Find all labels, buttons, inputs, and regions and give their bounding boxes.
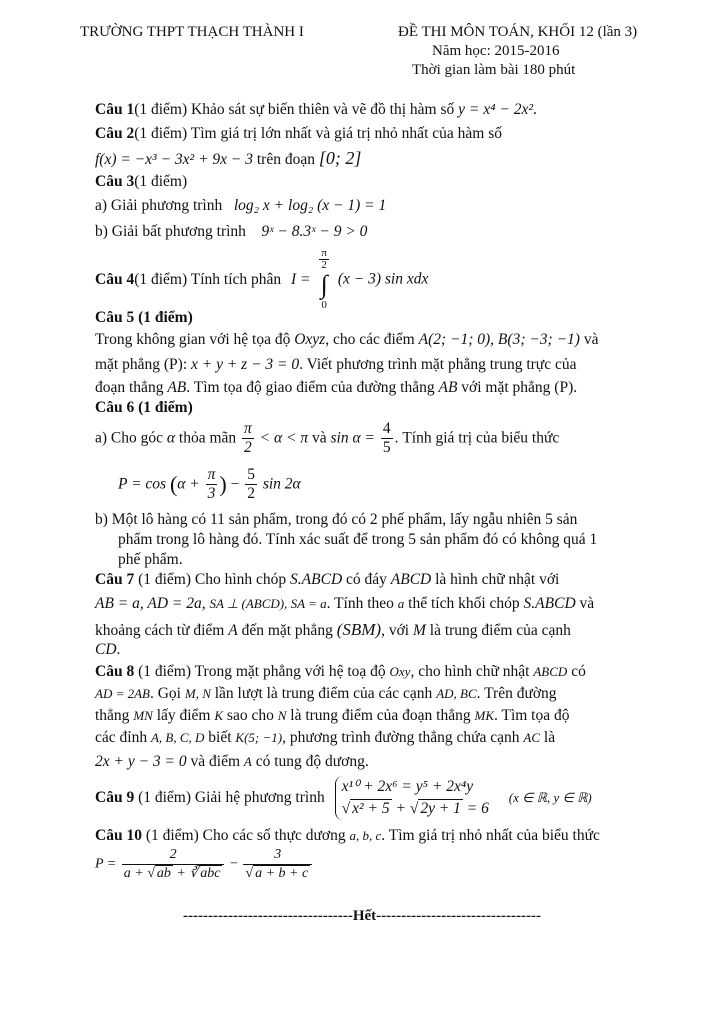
q4-upper-limit xyxy=(317,247,331,271)
q10-fraction-2: $\frac{3}{√ a + b + c}$ xyxy=(243,846,312,883)
q7-l2t: . Tính theo xyxy=(326,595,394,612)
q6-label: Câu 6 xyxy=(95,399,135,416)
q2-text: (1 điểm) Tìm giá trị lớn nhất và giá trị nhỏ nhất của hàm số xyxy=(134,125,502,142)
q7-pyramid-2: S.ABCD xyxy=(523,595,576,612)
q7-t3: là hình chữ nhật với xyxy=(435,571,560,588)
q4-label: Câu 4 xyxy=(95,270,135,288)
exam-duration: Thời gian làm bài 180 phút xyxy=(412,62,576,78)
question-4 xyxy=(95,248,428,311)
q9-eq2-b: 2y + 1 xyxy=(420,800,461,817)
q8-line-4 xyxy=(95,728,555,748)
q5-ab-1: AB xyxy=(167,379,187,396)
q6-part-a xyxy=(95,420,559,457)
question-6 xyxy=(95,398,193,418)
q10-t2: . Tìm giá trị nhỏ nhất của biểu thức xyxy=(381,827,600,844)
q10-d1b: ab xyxy=(156,866,171,881)
q6-p2: − xyxy=(230,475,240,493)
q10-p-lhs: P = xyxy=(95,856,117,872)
q4-lhs: I = xyxy=(291,270,311,288)
q8-l5t2: có tung độ dương. xyxy=(255,753,369,770)
q8-point-a: A xyxy=(243,754,252,769)
q7-l2t3: và xyxy=(579,595,595,612)
q6-a1: a) Cho góc xyxy=(95,429,164,447)
q1-label: Câu 1 xyxy=(95,101,135,118)
q9-eq2-a: x² + 5 xyxy=(352,800,390,817)
q6-part-b-3: phế phẩm. xyxy=(118,551,183,568)
q7-l3t4: là trung điểm của cạnh xyxy=(429,622,571,639)
q6-a4: . Tính giá trị của biểu thức xyxy=(394,429,560,447)
q8-l2t2: lần lượt là trung điểm của các cạnh xyxy=(214,685,433,702)
q5-l1c: và xyxy=(583,331,599,348)
q2-label: Câu 2 xyxy=(95,125,135,142)
q8-mk: MK xyxy=(474,708,494,723)
q5-plane-eq: x + y + z − 3 = 0 xyxy=(191,356,300,373)
q7-l2t2: thể tích khối chóp xyxy=(408,595,520,612)
q7-a: a xyxy=(397,596,405,611)
q5-l1b: , cho các điểm xyxy=(325,331,415,348)
q3-part-a xyxy=(95,196,386,216)
q5-text: (1 điểm) xyxy=(134,309,193,326)
q3-label: Câu 3 xyxy=(95,173,135,190)
q1-end: . xyxy=(532,101,537,118)
q6-part-b-1: b) Một lô hàng có 11 sản phẩm, trong đó có 2 phế phẩm, lấy ngẫu nhiên 5 sản xyxy=(95,511,578,528)
q7-point-a: A xyxy=(228,622,238,639)
q6-p-num: π xyxy=(207,466,216,483)
q4-upper-den: 2 xyxy=(321,259,327,271)
q7-plane-sbm: (SBM) xyxy=(336,620,382,639)
q3-b-formula: 9ˣ − 8.3ˣ − 9 > 0 xyxy=(261,223,368,240)
q4-upper-num: π xyxy=(321,247,327,259)
q10-d1d: abc xyxy=(200,866,221,881)
q8-line-mn: MN xyxy=(133,708,153,723)
q8-line-2 xyxy=(95,684,557,704)
question-1 xyxy=(95,100,537,120)
q10-n2: 3 xyxy=(243,846,312,865)
q10-d1a: a + xyxy=(123,866,144,881)
q8-l3t3: sao cho xyxy=(226,707,274,724)
q8-oxy: Oxy xyxy=(389,664,411,679)
q3-a-text: a) Giải phương trình xyxy=(95,197,223,214)
q8-l3t5: . Tìm tọa độ xyxy=(494,707,570,724)
q6-p-den: 3 xyxy=(207,485,216,502)
q8-k: K xyxy=(214,708,224,723)
q8-ad-bc: AD, BC xyxy=(436,686,477,701)
q7-l4t: . xyxy=(116,641,121,658)
q5-label: Câu 5 xyxy=(95,309,135,326)
q6-sin-lhs: sin α = xyxy=(330,429,375,447)
q7-line-3 xyxy=(95,620,571,641)
q5-oxyz: Oxyz xyxy=(294,331,326,348)
q5-l2b: . Viết phương trình mặt phẳng trung trực của xyxy=(299,356,577,373)
q7-sa: SA ⊥ (ABCD), SA = a xyxy=(209,596,327,611)
q6-sin-fraction xyxy=(381,420,393,457)
q9-system xyxy=(335,776,489,820)
q3-part-b xyxy=(95,222,367,242)
q1-formula: y = x⁴ − 2x² xyxy=(458,101,533,118)
q6-a2: thỏa mãn xyxy=(178,429,237,447)
q3-a-formula: log₂ x + log₂ (x − 1) = 1 xyxy=(233,197,387,214)
q6-five-halves xyxy=(245,466,257,503)
question-5 xyxy=(95,308,193,328)
q4-text: (1 điểm) Tính tích phân xyxy=(134,270,282,288)
q7-pyramid: S.ABCD xyxy=(290,571,343,588)
q7-line-2 xyxy=(95,594,594,614)
school-name: TRƯỜNG THPT THẠCH THÀNH I xyxy=(80,24,304,40)
q6-ineq-num: π xyxy=(244,420,252,437)
q8-l4t: các đỉnh xyxy=(95,729,148,746)
q9-eq2-c: = 6 xyxy=(466,800,489,817)
q7-point-m: M xyxy=(412,622,426,639)
q6-p-num2: 5 xyxy=(247,466,255,483)
q5-l3c: với mặt phẳng (P). xyxy=(461,379,578,396)
q6-alpha: α xyxy=(166,429,176,447)
q10-text: (1 điểm) Cho các số thực dương xyxy=(141,827,346,844)
end-marker xyxy=(0,908,724,925)
q6-ineq-rest: < α < π xyxy=(259,429,309,447)
school-year: Năm học: 2015-2016 xyxy=(432,43,560,59)
q8-ac: AC xyxy=(523,730,541,745)
q7-l3t: khoảng cách từ điểm xyxy=(95,622,225,639)
q5-l2a: mặt phẳng (P): xyxy=(95,356,188,373)
q7-line-4 xyxy=(95,640,120,660)
q5-ab-2: AB xyxy=(438,379,458,396)
q6-p3: sin 2α xyxy=(262,475,301,493)
q5-line-1 xyxy=(95,330,598,350)
q2-formula: f(x) = −x³ − 3x² + 9x − 3 xyxy=(95,151,253,168)
q8-ad-2ab: AD = 2AB xyxy=(95,686,150,701)
q5-line-3 xyxy=(95,378,577,398)
q10-label: Câu 10 xyxy=(95,827,142,844)
q10-minus: − xyxy=(229,856,238,872)
q6-pi-over-2 xyxy=(242,420,254,457)
q8-l4t2: biết xyxy=(208,729,232,746)
q10-d1c: + ∛ xyxy=(176,866,199,881)
q7-t2: có đáy xyxy=(346,571,387,588)
q8-l3t4: là trung điểm của đoạn thẳng xyxy=(290,707,471,724)
q8-line-3 xyxy=(95,706,570,726)
q9-label: Câu 9 xyxy=(95,789,135,806)
q5-l3a: đoạn thẳng xyxy=(95,379,164,396)
q8-text: (1 điểm) Trong mặt phẳng với hệ toạ độ xyxy=(134,663,386,680)
q6-part-b-2: phẩm trong lô hàng đó. Tính xác suất để trong 5 sản phẩm đó có không quá 1 xyxy=(118,531,598,548)
q6-a3: và xyxy=(312,429,327,447)
q10-d2: a + b + c xyxy=(255,866,309,881)
question-3 xyxy=(95,172,187,192)
q8-l2t3: . Trên đường xyxy=(476,685,557,702)
q4-integrand: (x − 3) sin xdx xyxy=(337,270,429,288)
q8-l3t2: lấy điểm xyxy=(156,707,211,724)
q2-tail: trên đoạn xyxy=(256,151,315,168)
q9-eq1: x¹⁰ + 2x⁶ = y⁵ + 2x⁴y xyxy=(341,778,474,795)
q8-abcd: ABCD xyxy=(533,664,568,679)
q5-line-2 xyxy=(95,355,576,375)
q2-function-line xyxy=(95,148,361,170)
q10-abc: a, b, c xyxy=(349,828,382,843)
q7-label: Câu 7 xyxy=(95,571,135,588)
q9-text: (1 điểm) Giải hệ phương trình xyxy=(134,789,325,806)
q8-l5t: và điểm xyxy=(190,753,241,770)
q5-l1a: Trong không gian với hệ tọa độ xyxy=(95,331,291,348)
q8-mn: M, N xyxy=(184,686,211,701)
q7-l3t2: đến mặt phẳng xyxy=(241,622,333,639)
q9-domain: (x ∈ ℝ, y ∈ ℝ) xyxy=(508,790,592,805)
end-text: ----------------------------------Hết--------------------------------- xyxy=(183,908,541,924)
q10-n1: 2 xyxy=(122,846,225,865)
q8-label: Câu 8 xyxy=(95,663,135,680)
q6-p-den2: 2 xyxy=(247,485,255,502)
q7-text: (1 điểm) Cho hình chóp xyxy=(134,571,287,588)
integral-sign: $\frac{\pi}{2}$ ∫ 0 xyxy=(317,248,331,311)
q8-k-coords: K(5; −1) xyxy=(235,730,283,745)
q8-l3t: thẳng xyxy=(95,707,130,724)
q6-sin-num: 4 xyxy=(382,420,391,437)
q8-ac-eq: 2x + y − 3 = 0 xyxy=(95,753,187,770)
q6-pi-over-3 xyxy=(206,466,218,503)
q7-base: ABCD xyxy=(390,571,432,588)
exam-title: ĐỀ THI MÔN TOÁN, KHỐI 12 (lần 3) xyxy=(398,24,638,40)
question-2 xyxy=(95,124,502,144)
q3-b-text: b) Giải bất phương trình xyxy=(95,223,246,240)
q3-text: (1 điểm) xyxy=(134,173,188,190)
q8-l4t3: , phương trình đường thẳng chứa cạnh xyxy=(282,729,520,746)
question-7 xyxy=(95,570,559,590)
q8-t2: , cho hình chữ nhật xyxy=(410,663,530,680)
question-10 xyxy=(95,826,600,846)
q6-sin-den: 5 xyxy=(382,439,391,456)
q8-l2t: . Gọi xyxy=(149,685,181,702)
q6-text: (1 điểm) xyxy=(134,399,193,416)
question-9 xyxy=(95,776,592,820)
q8-l4t4: là xyxy=(543,729,556,746)
q2-interval: [0; 2] xyxy=(318,148,362,168)
q8-vertices: A, B, C, D xyxy=(150,730,205,745)
q1-text: (1 điểm) Khảo sát sự biến thiên và vẽ đồ thị hàm số xyxy=(134,101,455,118)
q10-fraction-1: $\frac{2}{\text{a + √ ab + ∛ abc}}$ xyxy=(122,846,225,883)
q7-lengths: AB = a, AD = 2a, xyxy=(95,595,206,612)
q6-ineq-den: 2 xyxy=(244,439,252,456)
q5-l3b: . Tìm tọa độ giao điểm của đường thẳng xyxy=(186,379,435,396)
q9-eq2: √ x² + 5 + √ 2y + 1 = 6 xyxy=(341,800,489,817)
q8-n: N xyxy=(277,708,287,723)
q6-expression: P = cos (α + $\frac{\pi}{3}$ ) − $\frac{5}{2}$ sin 2α xyxy=(118,466,301,502)
q4-lower-limit: 0 xyxy=(321,299,327,311)
question-8 xyxy=(95,662,586,682)
q7-cd: CD xyxy=(95,641,117,658)
q8-line-5 xyxy=(95,752,369,772)
q8-t3: có xyxy=(571,663,586,680)
q7-l3t3: , với xyxy=(381,622,410,639)
q6-p1: P = cos xyxy=(118,475,167,493)
q10-expression xyxy=(95,846,314,883)
q5-points: A(2; −1; 0), B(3; −3; −1) xyxy=(418,331,580,348)
